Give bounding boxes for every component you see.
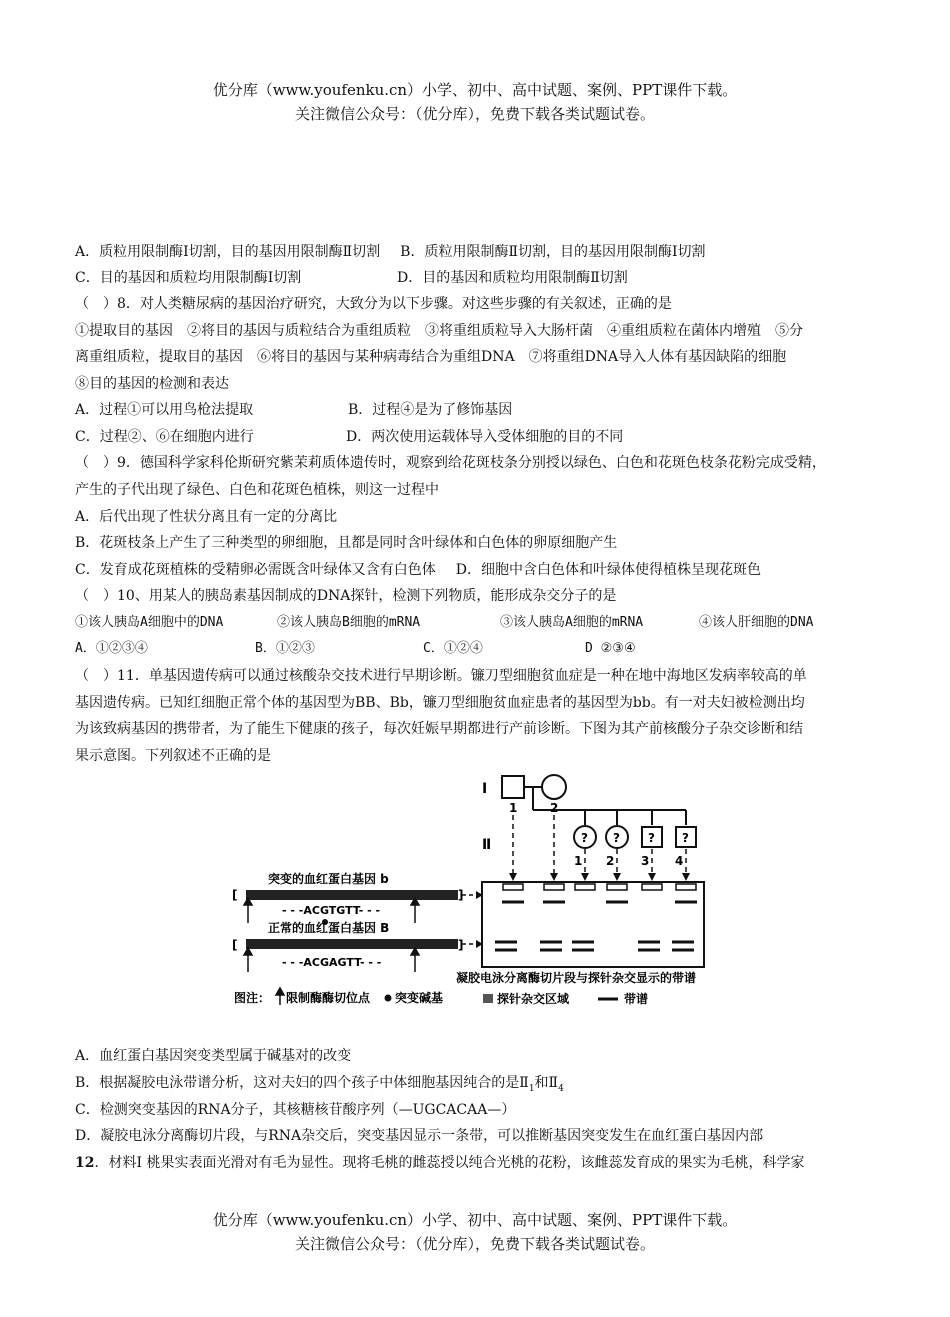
q7-option-a: A．质粒用限制酶Ⅰ切割，目的基因用限制酶Ⅱ切割 [75,244,381,260]
q10-items [75,613,813,633]
child-1-number: 1 [574,854,583,868]
q11-option-b-text: B．根据凝胶电泳带谱分析，这对夫妇的四个孩子中体细胞基因纯合的是Ⅱ [75,1075,529,1091]
child-4-number: 4 [675,854,684,868]
q10-stem: （ ）10、用某人的胰岛素基因制成的DNA探针，检测下列物质，能形成杂交分子的是 [75,588,617,604]
q10-item-2: ②该人胰岛B细胞的mRNA [277,615,421,630]
q7-option-d: D．目的基因和质粒均用限制酶Ⅱ切割 [397,270,628,286]
q8-option-d: D．两次使用运载体导入受体细胞的目的不同 [346,429,624,445]
mutant-sequence: - - -ACGTGTT- - - [282,904,381,917]
q10-item-1: ①该人胰岛A细胞中的DNA [75,615,224,630]
q10-item-3: ③该人胰岛A细胞的mRNA [500,615,644,630]
legend-base-dot [385,995,392,1002]
figure-legend-base: 突变碱基 [395,991,444,1005]
child-1-unknown: ? [581,831,588,845]
q10-item-4: ④该人肝细胞的DNA [699,615,814,630]
footer-line-1: 优分库（www.youfenku.cn）小学、初中、高中试题、案例、PPT课件下载。 [212,1211,738,1229]
q11-option-d: D．凝胶电泳分离酶切片段，与RNA杂交后，突变基因显示一条带，可以推断基因突变发生在血红蛋白基因内部 [75,1128,764,1144]
figure-legend-site: 限制酶酶切位点 [286,991,371,1005]
q11-option-c: C．检测突变基因的RNA分子，其核糖核苷酸序列（—UGCACAA—） [75,1102,516,1118]
gel-box [482,882,704,967]
q9-stem-1: （ ）9．德国科学家科伦斯研究紫茉莉质体遗传时，观察到给花斑枝条分别授以绿色、白色和花斑色枝条花粉完成受精， [75,455,826,471]
gel-caption: 凝胶电泳分离酶切片段与探针杂交显示的带谱 [456,971,697,985]
q7-option-b: B．质粒用限制酶Ⅱ切割，目的基因用限制酶Ⅰ切割 [400,244,706,260]
q8-steps-3: ⑧目的基因的检测和表达 [75,376,229,392]
q12-text: ．材料Ⅰ 桃果实表面光滑对有毛为显性。现将毛桃的雌蕊授以纯合光桃的花粉，该雌蕊发育成的果实为毛桃，科学家 [94,1155,805,1171]
svg-text:[: [ [232,888,238,902]
pedigree-mother [542,775,566,799]
child-2-unknown: ? [613,831,620,845]
mutant-gene-label: 突变的血红蛋白基因 b [268,872,389,886]
q8-steps-1: ①提取目的基因 ②将目的基因与质粒结合为重组质粒 ③将重组质粒导入大肠杆菌 ④重组质粒在菌体内增殖 ⑤分 [75,323,803,339]
q8-steps-2: 离重组质粒，提取目的基因 ⑥将目的基因与某种病毒结合为重组DNA ⑦将重组DNA导入人体有基因缺陷的细胞 [75,349,787,365]
q11-option-b-sub1: 1 [528,1083,535,1094]
q8-row-ab [75,400,512,420]
q12-line [75,1153,804,1173]
q11-option-b [75,1073,564,1099]
q9-stem-2: 产生的子代出现了绿色、白色和花斑色植株，则这一过程中 [75,482,439,498]
q11-figure [220,765,730,1015]
q10-option-c: C．①②④ [423,641,483,656]
q9-row-cd [75,560,761,580]
gel-legend-band: 带谱 [624,992,649,1006]
q10-option-b: B．①②③ [255,641,315,656]
svg-text:]: ] [458,938,464,952]
probe-area-swatch [483,994,493,1003]
q7-row-1 [75,242,706,262]
q9-option-b: B．花斑枝条上产生了三种类型的卵细胞，且都是同时含叶绿体和白色体的卵原细胞产生 [75,535,618,551]
child-3-number: 3 [641,854,650,868]
q11-option-a: A．血红蛋白基因突变类型属于碱基对的改变 [75,1048,352,1064]
svg-text:]: ] [458,888,464,902]
child-2-number: 2 [606,854,615,868]
q11-stem-1: （ ）11．单基因遗传病可以通过核酸杂交技术进行早期诊断。镰刀型细胞贫血症是一种在地中海地区发病率较高的单 [75,668,807,684]
q8-stem: （ ）8．对人类糖尿病的基因治疗研究，大致分为以下步骤。对这些步骤的有关叙述，正确的是 [75,296,672,312]
parent-1-number: 1 [509,801,518,815]
q11-option-b-sub4: 4 [558,1083,564,1094]
q11-stem-2: 基因遗传病。已知红细胞正常个体的基因型为BB、Bb，镰刀型细胞贫血症患者的基因型为bb。有一对夫妇被检测出均 [75,695,805,711]
q7-option-c: C．目的基因和质粒均用限制酶Ⅰ切割 [75,270,302,286]
figure-legend-prefix: 图注： [234,991,271,1005]
normal-sequence: - - -ACGAGTT- - - [282,956,382,969]
q8-option-b: B．过程④是为了修饰基因 [348,402,513,418]
q10-option-d: D ②③④ [585,641,636,656]
q9-option-c: C．发育成花斑植株的受精卵必需既含叶绿体又含有白色体 [75,562,436,578]
q12-number: 12 [75,1155,95,1171]
gel-legend-area: 探针杂交区域 [497,992,570,1006]
child-3-unknown: ? [648,831,655,845]
q11-stem-4: 果示意图。下列叙述不正确的是 [75,748,271,764]
q10-option-a: A．①②③④ [75,641,148,656]
q9-option-d: D．细胞中含白色体和叶绿体使得植株呈现花斑色 [455,562,761,578]
pedigree-father [502,776,524,798]
q9-option-a: A．后代出现了性状分离且有一定的分离比 [75,509,338,525]
header-line-1: 优分库（www.youfenku.cn）小学、初中、高中试题、案例、PPT课件下载。 [212,81,738,99]
header-line-2: 关注微信公众号：（优分库），免费下载各类试题试卷。 [294,105,655,123]
normal-gene-bar [246,939,458,949]
mutant-gene-bar [246,890,458,900]
q8-row-cd [75,427,623,447]
parent-2-number: 2 [550,801,559,815]
generation-2-label: Ⅱ [482,837,492,853]
q11-stem-3: 为该致病基因的携带者，为了能生下健康的孩子，每次妊娠早期都进行产前诊断。下图为其产前核酸分子杂交诊断和结 [75,721,803,737]
q8-option-c: C．过程②、⑥在细胞内进行 [75,429,254,445]
normal-gene-label: 正常的血红蛋白基因 B [268,921,390,935]
q8-option-a: A．过程①可以用鸟枪法提取 [75,402,254,418]
q11-option-b-and: 和Ⅱ [534,1075,559,1091]
q7-row-2 [75,268,628,288]
footer-line-2: 关注微信公众号：（优分库），免费下载各类试题试卷。 [294,1235,655,1253]
svg-text:[: [ [232,938,238,952]
q10-options [75,639,636,659]
child-4-unknown: ? [682,831,689,845]
generation-1-label: Ⅰ [482,781,488,797]
